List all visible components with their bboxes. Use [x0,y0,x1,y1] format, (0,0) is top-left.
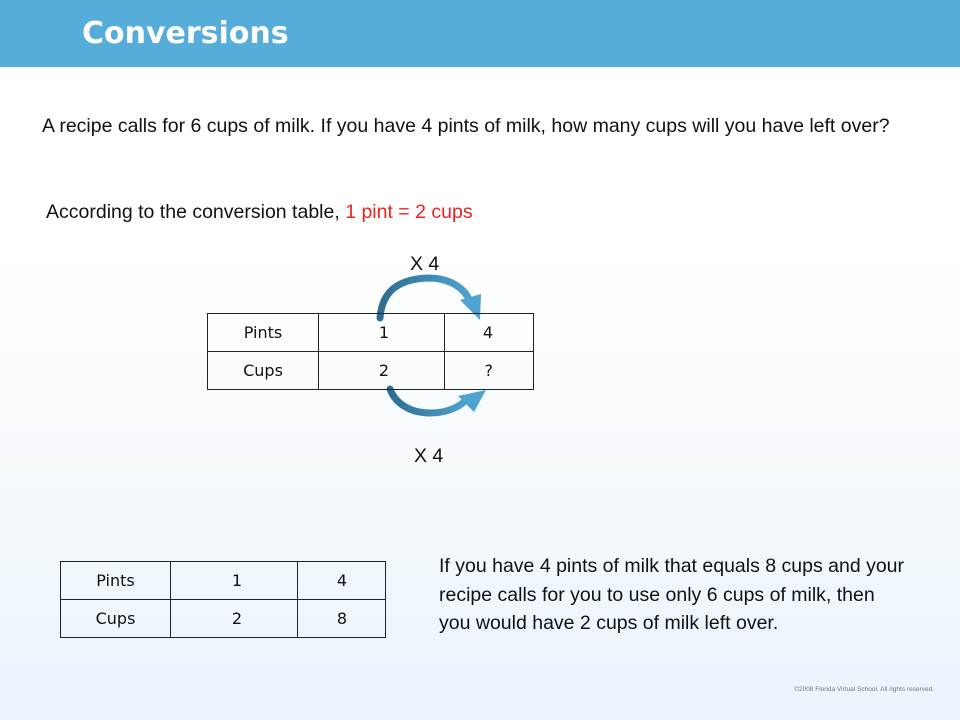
table-row [61,600,386,638]
conversion-table-answer [60,561,386,638]
cell-value: 1 [319,314,445,352]
row-label: Cups [208,352,319,390]
cell-value: 8 [298,600,386,638]
conversion-statement-prefix: According to the conversion table, [46,201,346,223]
question-text: A recipe calls for 6 cups of milk. If you have 4 pints of milk, how many cups will you have left over? [42,115,890,137]
row-label: Pints [208,314,319,352]
cell-value: 1 [171,562,298,600]
cell-value: 4 [298,562,386,600]
cell-value: ? [445,352,534,390]
table-row [208,314,534,352]
conversion-table-question [207,313,534,390]
copyright-notice: ©2008 Florida Virtual School. All rights reserved. [794,686,934,693]
multiply-label-top: X 4 [410,253,440,275]
multiply-label-bottom: X 4 [414,445,444,467]
table-row [208,352,534,390]
conversion-highlight: 1 pint = 2 cups [345,201,473,223]
answer-text: If you have 4 pints of milk that equals 8 cups and your recipe calls for you to use only 6 cups of milk, then you would have 2 cups of milk left over. [439,555,905,634]
table-row [61,562,386,600]
row-label: Cups [61,600,171,638]
bottom-curved-arrow [390,389,486,413]
cell-value: 4 [445,314,534,352]
cell-value: 2 [319,352,445,390]
row-label: Pints [61,562,171,600]
slide-title: Conversions [82,16,289,51]
cell-value: 2 [171,600,298,638]
